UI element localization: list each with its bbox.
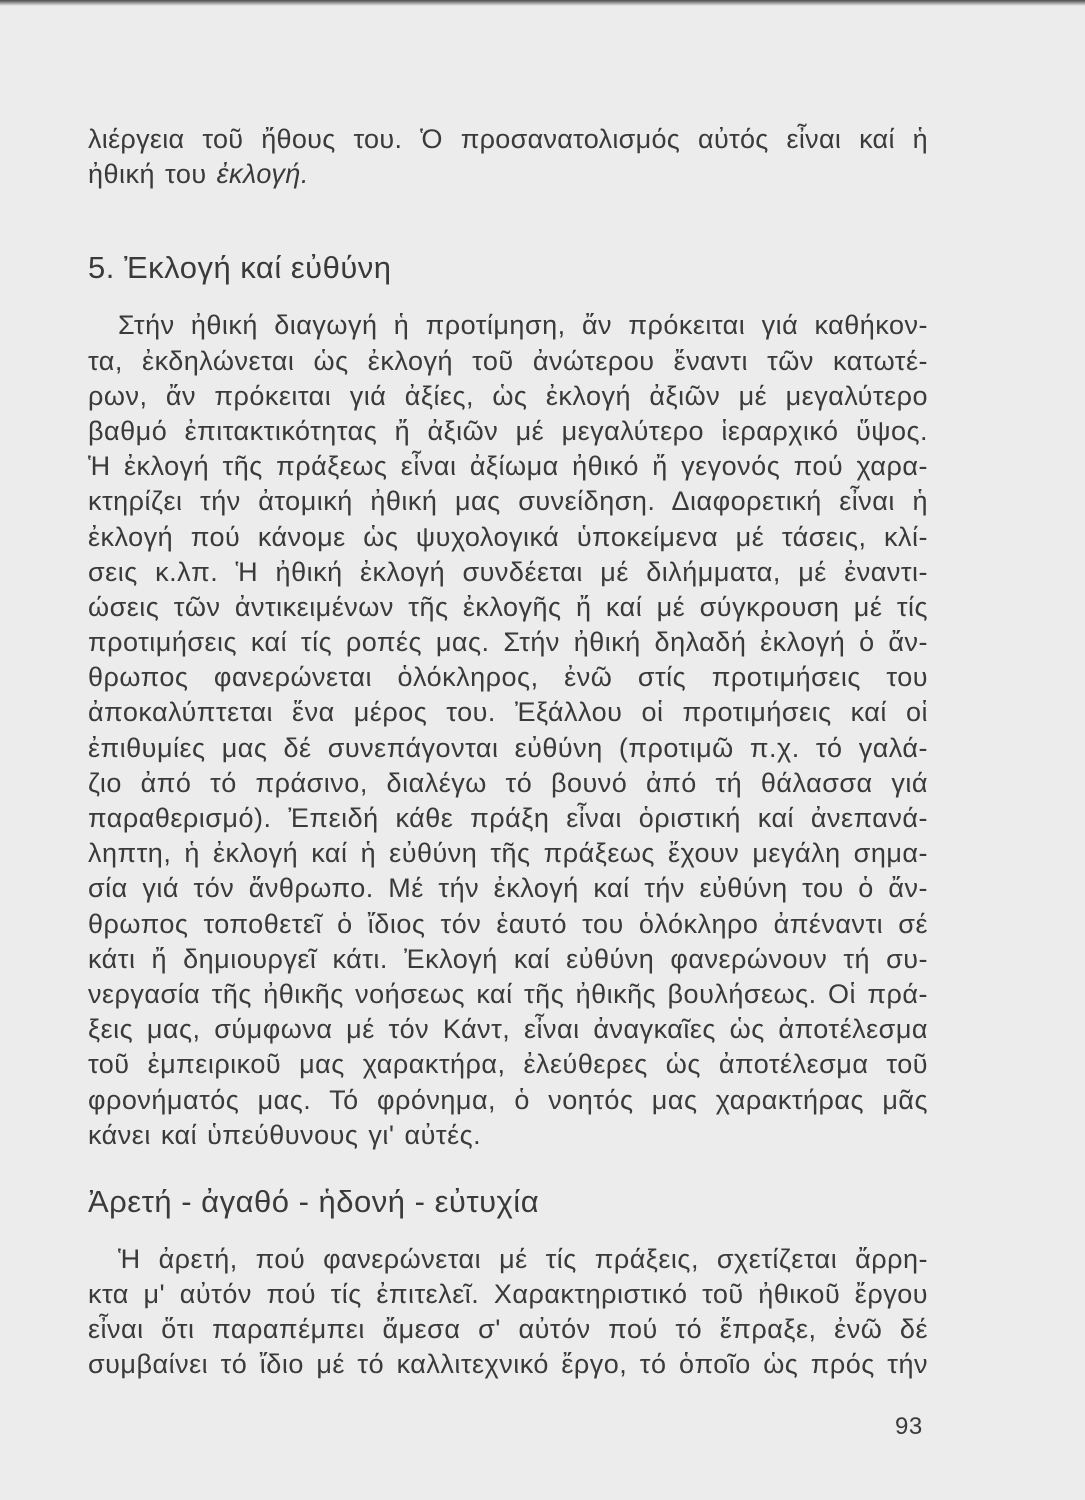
text-line: κάτι ἤ δημιουργεῖ κάτι. Ἐκλογή καί εὐθύνη φανερώνουν τή συ-	[88, 943, 928, 974]
text-line: προτιμήσεις καί τίς ροπές μας. Στήν ἠθική δηλαδή ἐκλογή ὁ ἄν-	[88, 627, 928, 658]
text-line: λιέργεια τοῦ ἤθους του. Ὁ προσανατολισμός αὐτός εἶναι καί ἡ	[88, 124, 928, 154]
text-line: παραθερισμό). Ἐπειδή κάθε πράξη εἶναι ὁριστική καί ἀνεπανά-	[88, 803, 928, 833]
text-fragment: ἠθική του	[88, 159, 217, 190]
text-line: ἐπιθυμίες μας δέ συνεπάγονται εὐθύνη (προτιμῶ π.χ. τό γαλά-	[88, 732, 928, 763]
text-line: θρωπος φανερώνεται ὁλόκληρος, ἐνῶ στίς προτιμήσεις του	[88, 662, 928, 693]
text-line: συμβαίνει τό ἴδιο μέ τό καλλιτεχνικό ἔργο, τό ὁποῖο ὡς πρός τήν	[88, 1349, 928, 1380]
intro-paragraph	[88, 122, 928, 192]
text-line: Στήν ἠθική διαγωγή ἡ προτίμηση, ἄν πρόκειται γιά καθήκον-	[118, 310, 928, 341]
scan-top-edge	[0, 0, 1085, 6]
text-line: σία γιά τόν ἄνθρωπο. Μέ τήν ἐκλογή καί τήν εὐθύνη του ὁ ἄν-	[88, 873, 928, 904]
text-line: θρωπος τοποθετεῖ ὁ ἴδιος τόν ἑαυτό του ὁλόκληρο ἀπέναντι σέ	[88, 908, 928, 939]
text-line: κτηρίζει τήν ἀτομική ἠθική μας συνείδηση. Διαφορετική εἶναι ἡ	[88, 486, 928, 517]
text-line: ξεις μας, σύμφωνα μέ τόν Κάντ, εἶναι ἀναγκαῖες ὡς ἀποτέλεσμα	[88, 1014, 928, 1045]
text-line: εἶναι ὅτι παραπέμπει ἄμεσα σ' αὐτόν πού τό ἔπραξε, ἐνῶ δέ	[88, 1314, 928, 1345]
text-line: ζιο ἀπό τό πράσινο, διαλέγω τό βουνό ἀπό τή θάλασσα γιά	[88, 767, 928, 798]
section-heading-choice-responsibility: 5. Ἐκλογή καί εὐθύνη	[88, 250, 392, 286]
text-line	[88, 157, 928, 192]
page-body	[88, 122, 928, 1383]
text-line: τοῦ ἐμπειρικοῦ μας χαρακτήρα, ἐλεύθερες ὡς ἀποτέλεσμα τοῦ	[88, 1049, 928, 1080]
section-heading-virtue-good-pleasure-happiness: Ἀρετή - ἀγαθό - ἡδονή - εὐτυχία	[88, 1183, 540, 1219]
text-line: νεργασία τῆς ἠθικῆς νοήσεως καί τῆς ἠθικῆς βουλήσεως. Οἱ πρά-	[88, 978, 928, 1009]
emphasized-word: ἐκλογή.	[216, 159, 309, 190]
page-number: 93	[895, 1413, 923, 1440]
text-line: ώσεις τῶν ἀντικειμένων τῆς ἐκλογῆς ἤ καί μέ σύγκρουση μέ τίς	[88, 591, 928, 622]
text-line: ἀποκαλύπτεται ἕνα μέρος του. Ἐξάλλου οἱ προτιμήσεις καί οἱ	[88, 697, 928, 728]
text-line: τα, ἐκδηλώνεται ὡς ἐκλογή τοῦ ἀνώτερου ἔναντι τῶν κατωτέ-	[88, 345, 928, 376]
text-line: ληπτη, ἡ ἐκλογή καί ἡ εὐθύνη τῆς πράξεως ἔχουν μεγάλη σημα-	[88, 838, 928, 869]
text-line: ἐκλογή πού κάνομε ὡς ψυχολογικά ὑποκείμενα μέ τάσεις, κλί-	[88, 521, 928, 552]
text-line: φρονήματός μας. Τό φρόνημα, ὁ νοητός μας χαρακτήρας μᾶς	[88, 1084, 928, 1115]
text-line: κάνει καί ὑπεύθυνους γι' αὐτές.	[88, 1119, 482, 1150]
text-line: Ἡ ἐκλογή τῆς πράξεως εἶναι ἀξίωμα ἠθικό ἤ γεγονός πού χαρα-	[88, 451, 928, 482]
text-line: κτα μ' αὐτόν πού τίς ἐπιτελεῖ. Χαρακτηριστικό τοῦ ἠθικοῦ ἔργου	[88, 1279, 928, 1310]
text-line: βαθμό ἐπιτακτικότητας ἤ ἀξιῶν μέ μεγαλύτερο ἱεραρχικό ὕψος.	[88, 415, 928, 446]
text-line: Ἡ ἀρετή, πού φανερώνεται μέ τίς πράξεις, σχετίζεται ἄρρη-	[118, 1243, 928, 1274]
virtue-paragraph	[88, 1242, 928, 1383]
text-line: ρων, ἄν πρόκειται γιά ἀξίες, ὡς ἐκλογή ἀξιῶν μέ μεγαλύτερο	[88, 380, 928, 411]
text-line: σεις κ.λπ. Ἡ ἠθική ἐκλογή συνδέεται μέ διλήμματα, μέ ἐναντι-	[88, 556, 928, 587]
choice-paragraph	[88, 308, 928, 1153]
